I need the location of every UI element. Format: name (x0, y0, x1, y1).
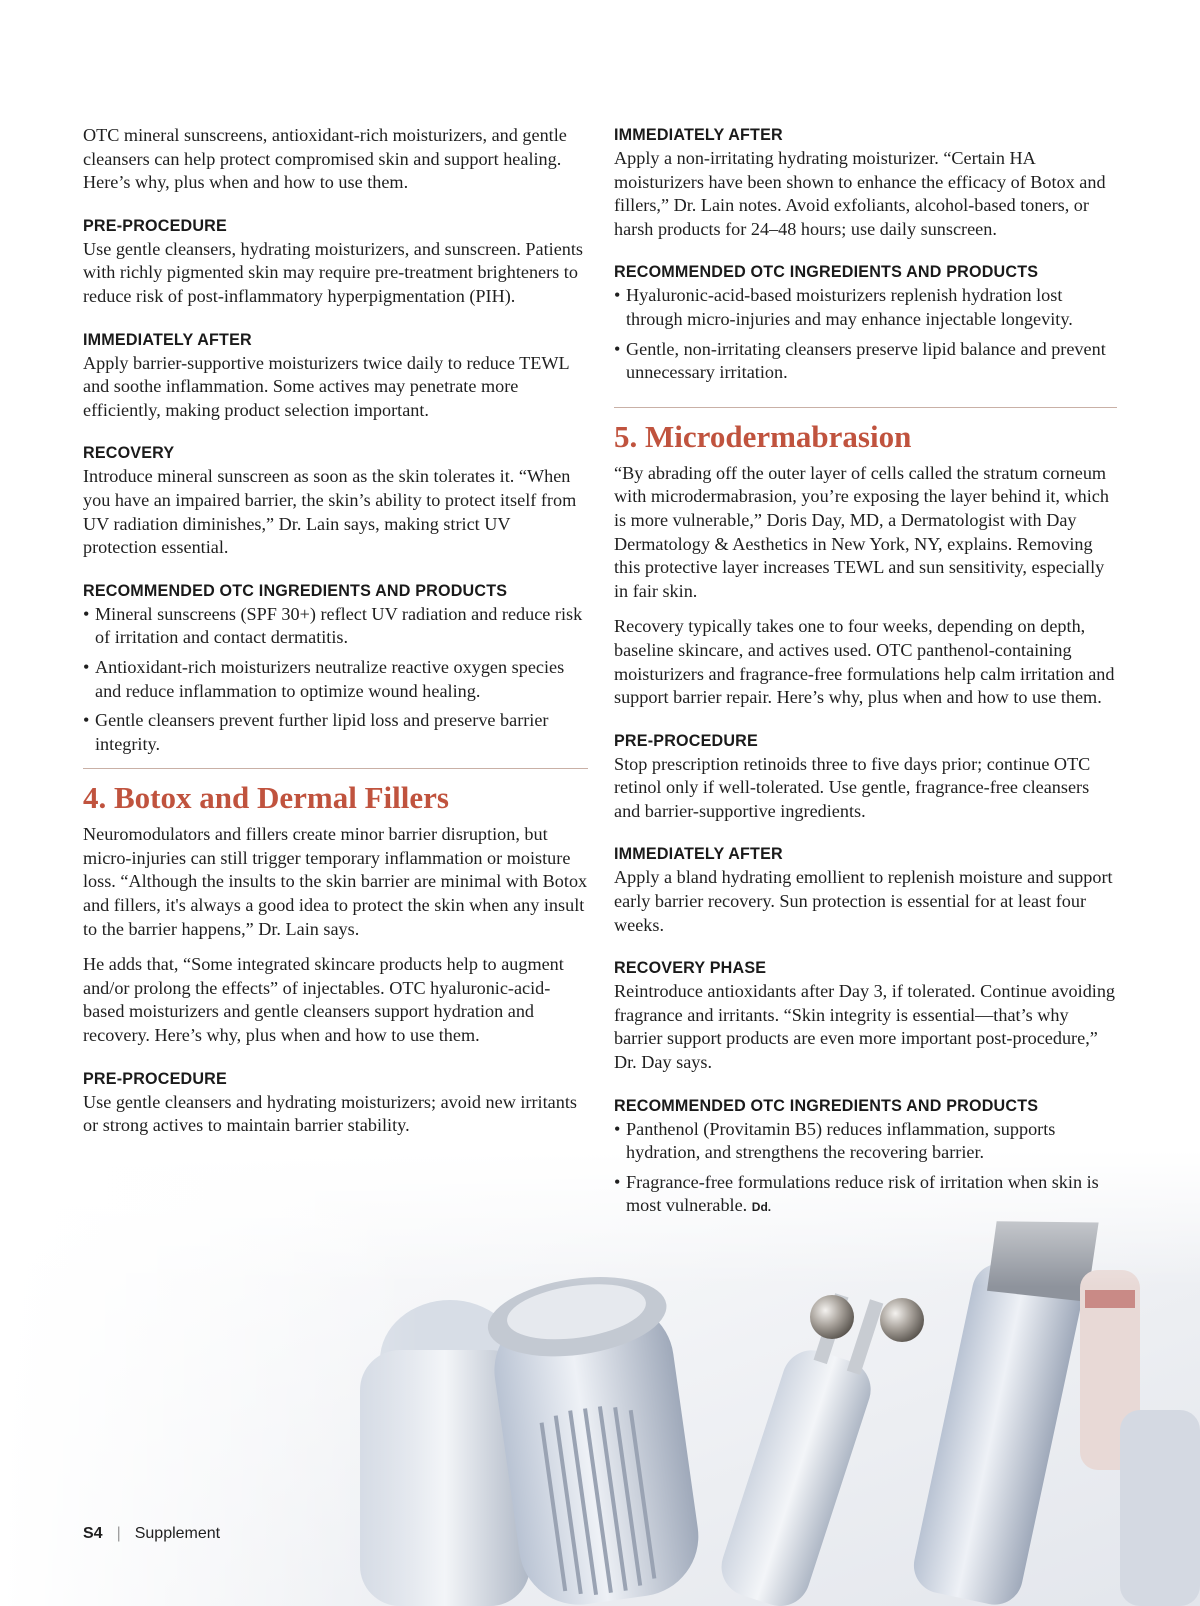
right-column (614, 124, 1117, 1226)
section-4-pre-procedure-heading: PRE-PROCEDURE (83, 1068, 227, 1088)
list-item-text: Panthenol (Provitamin B5) reduces inflammation, supports hydration, and strengthens the recovering barrier. (626, 1118, 1056, 1163)
section-4-immediately-after-heading: IMMEDIATELY AFTER (614, 125, 783, 144)
section-5-pre-procedure-heading: PRE-PROCEDURE (614, 730, 758, 750)
section-5-recovery-text: Reintroduce antioxidants after Day 3, if tolerated. Continue avoiding fragrance and irritants. “Skin integrity is essential—that’s why barrier support products are even more important post-procedure,” Dr. Day says. (614, 981, 1116, 1073)
section-4-pre-procedure-text: Use gentle cleansers and hydrating moisturizers; avoid new irritants or strong actives to maintain barrier stability. (83, 1091, 577, 1136)
section-5-otc-heading: RECOMMENDED OTC INGREDIENTS AND PRODUCTS (614, 1095, 1039, 1115)
footer-separator: | (116, 1525, 121, 1542)
section-4-paragraph-1: Neuromodulators and fillers create minor barrier disruption, but micro-injuries can still trigger temporary inflammation or moisture loss. “Although the insults to the skin barrier are minimal with Botox and fillers, it's always a good idea to protect the skin when any insult to the barrier happens,” Dr. Lain says. (83, 824, 588, 939)
section-4-otc-list (614, 284, 1117, 384)
list-item: • Hyaluronic-acid-based moisturizers replenish hydration lost through micro-injuries and may enhance injectable longevity. (614, 284, 1117, 331)
sign-off-mark: Dd. (751, 1200, 772, 1215)
immediately-after-heading: IMMEDIATELY AFTER (83, 329, 252, 349)
section-5-immediately-after-text: Apply a bland hydrating emollient to replenish moisture and support early barrier recovery. Sun protection is essential for at least four weeks. (614, 867, 1113, 935)
list-item: • Mineral sunscreens (SPF 30+) reflect UV radiation and reduce risk of irritation and contact dermatitis. (83, 603, 588, 650)
list-item: • Antioxidant-rich moisturizers neutralize reactive oxygen species and reduce inflammation to optimize wound healing. (83, 656, 588, 703)
section-4-immediately-after-text: Apply a non-irritating hydrating moisturizer. “Certain HA moisturizers have been shown to enhance the efficacy of Botox and fillers,” Dr. Lain notes. Avoid exfoliants, alcohol-based toners, or harsh products for 24–48 hours; use daily sunscreen. (614, 148, 1106, 239)
list-item-text: Fragrance-free formulations reduce risk of irritation when skin is most vulnerable. (626, 1171, 1099, 1216)
section-divider (614, 407, 1117, 408)
section-5-recovery-heading: RECOVERY PHASE (614, 958, 767, 978)
section-4-otc-heading: RECOMMENDED OTC INGREDIENTS AND PRODUCTS (614, 262, 1039, 282)
recovery-text: Introduce mineral sunscreen as soon as the skin tolerates it. “When you have an impaired barrier, the skin’s ability to protect itself from UV radiation diminishes,” Dr. Lain says, making strict UV protection essential. (83, 466, 577, 558)
footer-section-label: Supplement (134, 1525, 221, 1542)
list-item: • Gentle cleansers prevent further lipid loss and preserve barrier integrity. (83, 709, 588, 756)
immediately-after-text: Apply barrier-supportive moisturizers twice daily to reduce TEWL and soothe inflammation. Some actives may penetrate more efficiently, making product selection important. (83, 352, 569, 420)
page-number: S4 (83, 1525, 103, 1542)
section-5-paragraph-2: Recovery typically takes one to four weeks, depending on depth, baseline skincare, and actives used. OTC panthenol-containing moisturizers and fragrance-free formulations help calm irritation and support barrier repair. Here’s why, plus when and how to use them. (614, 616, 1115, 708)
pre-procedure-text: Use gentle cleansers, hydrating moisturizers, and sunscreen. Patients with richly pigmented skin may require pre-treatment brighteners to reduce risk of post-inflammatory hyperpigmentation (PIH). (83, 238, 584, 306)
pre-procedure-heading: PRE-PROCEDURE (83, 215, 227, 235)
otc-list (83, 603, 588, 757)
section-divider (83, 768, 588, 769)
section-5-otc-list (614, 1118, 1117, 1220)
left-column (83, 124, 588, 1150)
section-4-paragraph-2: He adds that, “Some integrated skincare products help to augment and/or prolong the effects” of injectables. OTC hyaluronic-acid-based moisturizers and gentle cleansers support hydration and recovery. Here’s why, plus when and how to use them. (83, 954, 564, 1046)
section-5-pre-procedure-text: Stop prescription retinoids three to five days prior; continue OTC retinol only if well-tolerated. Use gentle, fragrance-free cleansers and barrier-supportive ingredients. (614, 753, 1091, 821)
section-4-title: 4. Botox and Dermal Fillers (83, 780, 449, 816)
intro-paragraph: OTC mineral sunscreens, antioxidant-rich moisturizers, and gentle cleansers can help protect compromised skin and support healing. Here’s why, plus when and how to use them. (83, 125, 567, 193)
section-5-title: 5. Microdermabrasion (614, 418, 912, 454)
section-5-immediately-after-heading: IMMEDIATELY AFTER (614, 844, 783, 864)
section-5-paragraph-1: “By abrading off the outer layer of cells called the stratum corneum with microdermabrasion, you’re exposing the layer behind it, which is more vulnerable,” Doris Day, MD, a Dermatologist with Day Dermatology & Aesthetics in New York, NY, explains. Removing this protective layer increases TEWL and sun sensitivity, especially in fair skin. (614, 462, 1109, 601)
list-item (614, 1118, 1117, 1165)
page-footer (83, 1525, 220, 1543)
list-item: • Gentle, non-irritating cleansers preserve lipid balance and prevent unnecessary irritation. (614, 338, 1117, 385)
recovery-heading: RECOVERY (83, 443, 175, 463)
otc-heading: RECOMMENDED OTC INGREDIENTS AND PRODUCTS (83, 580, 508, 600)
list-item (614, 1171, 1117, 1220)
